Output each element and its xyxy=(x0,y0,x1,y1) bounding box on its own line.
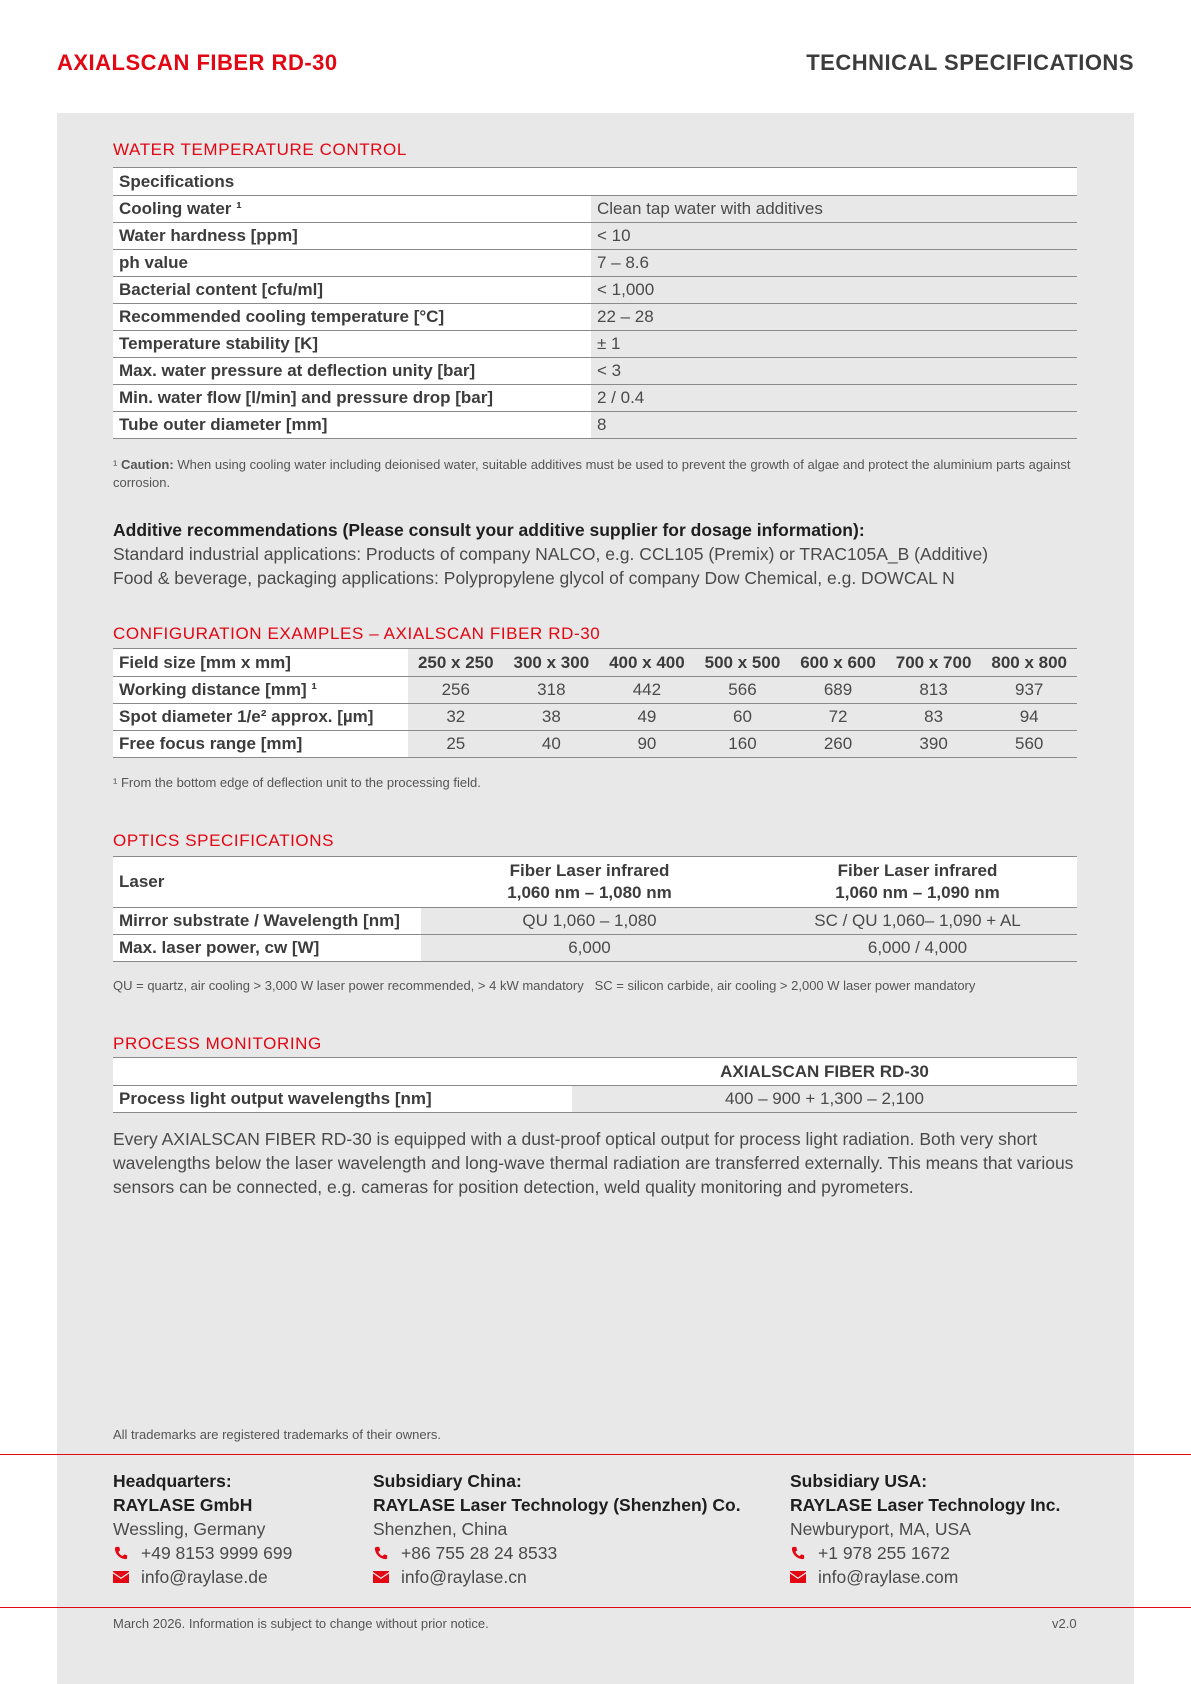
optics-header-row xyxy=(113,857,1077,908)
config-footnote: ¹ From the bottom edge of deflection unit to the processing field. xyxy=(113,775,481,790)
row-label: Temperature stability [K] xyxy=(113,331,591,358)
row-value: 2 / 0.4 xyxy=(591,385,1077,412)
table-row xyxy=(113,412,1077,439)
row-label: Mirror substrate / Wavelength [nm] xyxy=(113,908,421,935)
row-label: Water hardness [ppm] xyxy=(113,223,591,250)
table-row xyxy=(113,304,1077,331)
cell: 25 xyxy=(408,731,504,758)
row-value: 7 – 8.6 xyxy=(591,250,1077,277)
table-row xyxy=(113,677,1077,704)
cell: 256 xyxy=(408,677,504,704)
cell: 49 xyxy=(599,704,695,731)
footer-hq xyxy=(113,1469,292,1589)
cell: 318 xyxy=(504,677,600,704)
water-table-header: Specifications xyxy=(113,168,1077,196)
cell: 6,000 xyxy=(421,935,758,962)
footer-usa xyxy=(790,1469,1060,1589)
config-section-title: CONFIGURATION EXAMPLES – AXIALSCAN FIBER RD-30 xyxy=(113,624,601,643)
cell: 160 xyxy=(695,731,791,758)
column-header: 250 x 250 xyxy=(408,649,504,677)
row-label: ph value xyxy=(113,250,591,277)
table-row xyxy=(113,277,1077,304)
table-row xyxy=(113,196,1077,223)
product-title: AXIALSCAN FIBER RD-30 xyxy=(57,50,338,75)
cell: 566 xyxy=(695,677,791,704)
row-value: < 10 xyxy=(591,223,1077,250)
footnote-caution: Caution: xyxy=(120,457,174,472)
cell: 38 xyxy=(504,704,600,731)
table-row xyxy=(113,731,1077,758)
water-footnote xyxy=(113,456,1077,492)
water-section-title: WATER TEMPERATURE CONTROL xyxy=(113,140,407,159)
table-row xyxy=(113,1086,1077,1113)
process-header-empty xyxy=(113,1058,572,1086)
row-value: Clean tap water with additives xyxy=(591,196,1077,223)
column-header: 600 x 600 xyxy=(790,649,886,677)
cell: 90 xyxy=(599,731,695,758)
row-value: 22 – 28 xyxy=(591,304,1077,331)
optics-footnote: QU = quartz, air cooling > 3,000 W laser power recommended, > 4 kW mandatory SC = silicon carbide, air cooling > 2,000 W laser power mandatory xyxy=(113,978,976,993)
cell: 689 xyxy=(790,677,886,704)
row-label: Spot diameter 1/e² approx. [µm] xyxy=(113,704,408,731)
footer-china-location: Shenzhen, China xyxy=(373,1519,508,1539)
column-header: 300 x 300 xyxy=(504,649,600,677)
column-header: 700 x 700 xyxy=(886,649,982,677)
row-label: Tube outer diameter [mm] xyxy=(113,412,591,439)
table-row xyxy=(113,250,1077,277)
cell: 32 xyxy=(408,704,504,731)
section-title: TECHNICAL SPECIFICATIONS xyxy=(806,50,1134,75)
config-header-label: Field size [mm x mm] xyxy=(113,649,408,677)
cell: 72 xyxy=(790,704,886,731)
footer-china-email xyxy=(373,1565,741,1589)
process-column-header: AXIALSCAN FIBER RD-30 xyxy=(572,1058,1077,1086)
table-row xyxy=(113,704,1077,731)
row-label: Bacterial content [cfu/ml] xyxy=(113,277,591,304)
row-label: Free focus range [mm] xyxy=(113,731,408,758)
cell: 94 xyxy=(981,704,1077,731)
envelope-icon xyxy=(790,1570,806,1584)
additives-line-2: Food & beverage, packaging applications: Polypropylene glycol of company Dow Chemical, e.g. DOWCAL N xyxy=(113,568,955,588)
footer-china xyxy=(373,1469,741,1589)
row-label: Recommended cooling temperature [°C] xyxy=(113,304,591,331)
additives-line-1: Standard industrial applications: Products of company NALCO, e.g. CCL105 (Premix) or TRAC105A_B (Additive) xyxy=(113,544,989,564)
optics-table xyxy=(113,856,1077,962)
column-header: 800 x 800 xyxy=(981,649,1077,677)
table-row xyxy=(113,331,1077,358)
cell: 400 – 900 + 1,300 – 2,100 xyxy=(572,1086,1077,1113)
cell: 40 xyxy=(504,731,600,758)
row-value: ± 1 xyxy=(591,331,1077,358)
cell: SC / QU 1,060– 1,090 + AL xyxy=(758,908,1077,935)
cell: 390 xyxy=(886,731,982,758)
email-link[interactable]: info@raylase.de xyxy=(141,1567,268,1587)
email-link[interactable]: info@raylase.com xyxy=(818,1567,959,1587)
cell: 937 xyxy=(981,677,1077,704)
additives-heading: Additive recommendations (Please consult your additive supplier for dosage information): xyxy=(113,520,865,540)
process-section-title: PROCESS MONITORING xyxy=(113,1034,322,1053)
footer-usa-phone xyxy=(790,1541,1060,1565)
cell: 60 xyxy=(695,704,791,731)
footnote-text: When using cooling water including deionised water, suitable additives must be used to prevent the growth of algae and protect the aluminium parts against corrosion. xyxy=(113,457,1071,490)
date-note: March 2026. Information is subject to change without prior notice. xyxy=(113,1616,489,1631)
phone-icon xyxy=(113,1546,129,1560)
row-label: Max. water pressure at deflection unity [bar] xyxy=(113,358,591,385)
phone-icon xyxy=(790,1546,806,1560)
row-value: 8 xyxy=(591,412,1077,439)
optics-column-2 xyxy=(758,857,1077,908)
table-row xyxy=(113,223,1077,250)
footer-usa-title: Subsidiary USA: xyxy=(790,1471,928,1491)
water-table xyxy=(113,167,1077,439)
footer-china-title: Subsidiary China: xyxy=(373,1471,522,1491)
cell: 442 xyxy=(599,677,695,704)
column-header-line: Fiber Laser infrared xyxy=(837,861,998,880)
phone-number[interactable]: +49 8153 9999 699 xyxy=(141,1543,293,1563)
process-header-row xyxy=(113,1058,1077,1086)
footer-hq-phone xyxy=(113,1541,292,1565)
footer-usa-company: RAYLASE Laser Technology Inc. xyxy=(790,1495,1061,1515)
cell: 813 xyxy=(886,677,982,704)
phone-icon xyxy=(373,1546,389,1560)
footer-china-company: RAYLASE Laser Technology (Shenzhen) Co. xyxy=(373,1495,741,1515)
row-label: Min. water flow [l/min] and pressure drop [bar] xyxy=(113,385,591,412)
config-header-row xyxy=(113,649,1077,677)
table-row xyxy=(113,358,1077,385)
envelope-icon xyxy=(373,1570,389,1584)
row-label: Cooling water ¹ xyxy=(113,196,591,223)
cell: 560 xyxy=(981,731,1077,758)
footer-usa-location: Newburyport, MA, USA xyxy=(790,1519,971,1539)
row-label: Max. laser power, cw [W] xyxy=(113,935,421,962)
row-value: < 1,000 xyxy=(591,277,1077,304)
row-label: Working distance [mm] ¹ xyxy=(113,677,408,704)
footer-hq-email xyxy=(113,1565,292,1589)
footer-divider-top xyxy=(0,1454,1191,1455)
optics-column-1 xyxy=(421,857,758,908)
row-value: < 3 xyxy=(591,358,1077,385)
cell: QU 1,060 – 1,080 xyxy=(421,908,758,935)
table-row xyxy=(113,385,1077,412)
additives-block xyxy=(113,518,1077,590)
phone-number[interactable]: +86 755 28 24 8533 xyxy=(401,1543,558,1563)
column-header: 500 x 500 xyxy=(695,649,791,677)
column-header-line: 1,060 nm – 1,080 nm xyxy=(507,883,672,902)
optics-section-title: OPTICS SPECIFICATIONS xyxy=(113,831,335,850)
row-label: Process light output wavelengths [nm] xyxy=(113,1086,572,1113)
column-header: 400 x 400 xyxy=(599,649,695,677)
footnote-mark: ¹ xyxy=(113,457,118,472)
footer-hq-title: Headquarters: xyxy=(113,1471,232,1491)
phone-number[interactable]: +1 978 255 1672 xyxy=(818,1543,950,1563)
table-row xyxy=(113,935,1077,962)
envelope-icon xyxy=(113,1570,129,1584)
footer-hq-location: Wessling, Germany xyxy=(113,1519,266,1539)
config-table xyxy=(113,648,1077,758)
table-row xyxy=(113,908,1077,935)
footer-usa-email xyxy=(790,1565,1060,1589)
column-header-line: 1,060 nm – 1,090 nm xyxy=(835,883,1000,902)
optics-header-label: Laser xyxy=(113,857,421,908)
footer-china-phone xyxy=(373,1541,741,1565)
email-link[interactable]: info@raylase.cn xyxy=(401,1567,527,1587)
cell: 260 xyxy=(790,731,886,758)
footer-hq-company: RAYLASE GmbH xyxy=(113,1495,253,1515)
process-paragraph: Every AXIALSCAN FIBER RD-30 is equipped with a dust-proof optical output for process light radiation. Both very short wavelengths below the laser wavelength and long-wave thermal radiation are transferred externally. This means that various sensors can be connected, e.g. cameras for position detection, weld quality monitoring and pyrometers. xyxy=(113,1129,1074,1197)
cell: 83 xyxy=(886,704,982,731)
footer-divider-bottom xyxy=(0,1607,1191,1608)
version-label: v2.0 xyxy=(1052,1616,1077,1631)
cell: 6,000 / 4,000 xyxy=(758,935,1077,962)
column-header-line: Fiber Laser infrared xyxy=(509,861,670,880)
trademark-note: All trademarks are registered trademarks of their owners. xyxy=(113,1427,442,1442)
process-table xyxy=(113,1057,1077,1113)
